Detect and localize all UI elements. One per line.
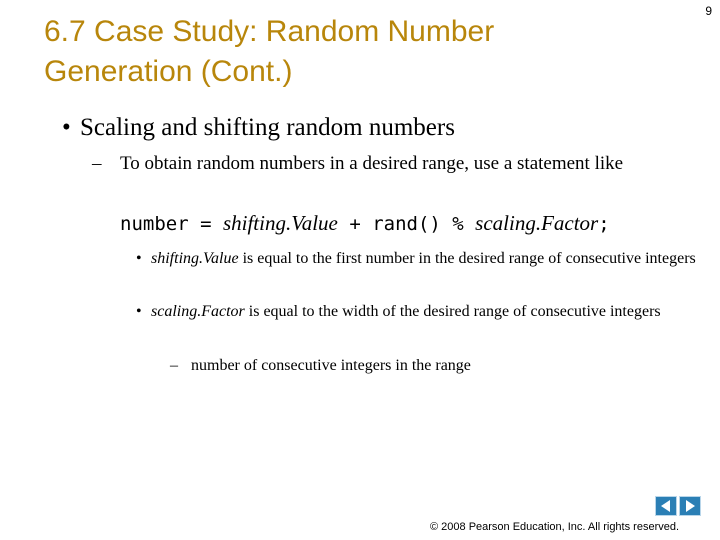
bullet-text [136,248,696,269]
arrow-right-icon [683,499,697,513]
term-scaling-factor: scaling.Factor [151,303,245,320]
title-line-1: 6.7 Case Study: Random Number [44,15,495,48]
bullet-scaling [62,113,455,143]
code-rand-mod: + rand() % [337,213,476,235]
next-slide-button[interactable] [679,496,701,516]
arrow-left-icon [659,499,673,513]
bullet-mark: • [62,114,71,141]
term-shifting-value: shifting.Value [151,250,239,267]
title-line-2: Generation (Cont.) [44,55,293,88]
definition: is equal to the first number in the desired range of consecutive integers [238,250,696,267]
bullet-scaling-factor [136,301,696,322]
sub-sub-bullet [170,355,471,376]
code-scaling-factor: scaling.Factor [475,211,599,235]
sub-bullet-obtain [92,152,652,175]
page-number: 9 [705,4,712,18]
sub-sub-text: number of consecutive integers in the range [191,357,471,374]
bullet-text: Scaling and shifting random numbers [80,114,455,141]
slide-title [44,12,494,92]
code-shifting-value: shifting.Value [222,211,338,235]
dash-mark: – [170,357,178,374]
slide-navigation [655,496,701,516]
sub-bullet-text: To obtain random numbers in a desired range, use a statement like [120,153,624,174]
code-semicolon: ; [598,213,610,235]
code-number-assign: number = [120,213,223,235]
bullet-shifting-value [136,248,696,269]
dash-mark: – [92,153,102,174]
bullet-mark: • [136,250,142,267]
bullet-mark: • [136,303,142,320]
code-statement [120,210,610,237]
bullet-text [136,301,696,322]
copyright-footer: © 2008 Pearson Education, Inc. All rights reserved. [430,521,680,533]
prev-slide-button[interactable] [655,496,677,516]
definition: is equal to the width of the desired range of consecutive integers [244,303,661,320]
